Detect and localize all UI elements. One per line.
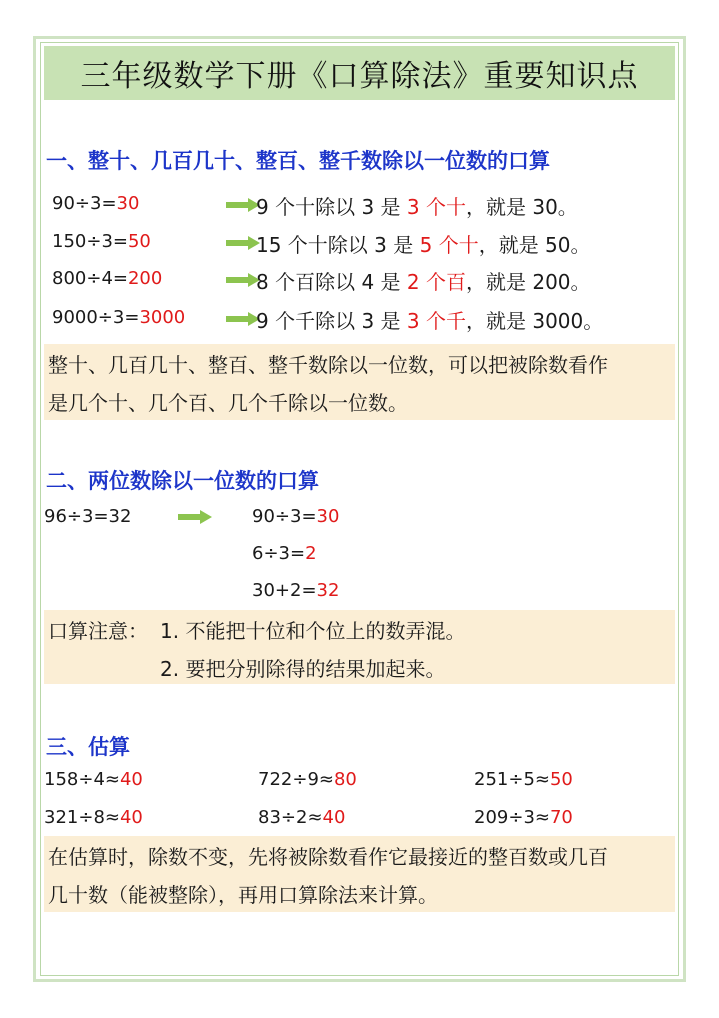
estimate-item <box>474 807 573 828</box>
section2-heading: 二、两位数除以一位数的口算 <box>46 469 319 493</box>
row-expression: 90÷3= <box>52 193 117 214</box>
section3-heading: 三、估算 <box>46 735 130 759</box>
note-label: 口算注意： <box>48 619 148 643</box>
page-title: 三年级数学下册《口算除法》重要知识点 <box>44 46 675 100</box>
section1-summary-note <box>44 344 675 420</box>
note-item: 1. 不能把十位和个位上的数弄混。 <box>160 619 466 643</box>
row-unit-result: 5 个十 <box>419 233 479 257</box>
step-answer: 30 <box>316 506 340 527</box>
estimate-expression: 209÷3≈ <box>474 807 550 828</box>
arrow-right-icon <box>178 510 212 524</box>
estimate-answer: 40 <box>119 769 143 790</box>
row-explanation-end: ，就是 30。 <box>465 195 578 219</box>
row-explanation-end: ，就是 200。 <box>465 270 591 294</box>
estimate-item <box>258 769 357 790</box>
row-explanation: 9 个千除以 3 是 <box>256 309 407 333</box>
step-answer: 32 <box>316 580 340 601</box>
row-answer: 50 <box>127 231 151 252</box>
note-item: 2. 要把分别除得的结果加起来。 <box>160 657 446 681</box>
arrow-right-icon <box>226 273 260 287</box>
estimate-answer: 40 <box>119 807 143 828</box>
estimate-item <box>258 807 345 828</box>
row-unit-result: 2 个百 <box>406 270 466 294</box>
row-unit-result: 3 个千 <box>406 309 466 333</box>
note-line: 几十数（能被整除），再用口算除法来计算。 <box>48 883 438 907</box>
section3-summary-note <box>44 836 675 912</box>
step-expression: 30+2= <box>252 580 317 601</box>
estimate-answer: 80 <box>333 769 357 790</box>
row-answer: 30 <box>116 193 140 214</box>
estimate-expression: 83÷2≈ <box>258 807 323 828</box>
estimate-expression: 321÷8≈ <box>44 807 120 828</box>
row-explanation-end: ，就是 50。 <box>478 233 591 257</box>
row-explanation: 8 个百除以 4 是 <box>256 270 407 294</box>
step-expression: 90÷3= <box>252 506 317 527</box>
section2-step <box>252 543 317 564</box>
estimate-item <box>474 769 573 790</box>
section2-step <box>252 506 339 527</box>
note-line: 在估算时，除数不变，先将被除数看作它最接近的整百数或几百 <box>48 845 608 869</box>
section1-heading: 一、整十、几百几十、整百、整千数除以一位数的口算 <box>46 149 550 173</box>
estimate-answer: 50 <box>549 769 573 790</box>
step-answer: 2 <box>305 543 317 564</box>
row-explanation-end: ，就是 3000。 <box>465 309 604 333</box>
row-expression: 150÷3= <box>52 231 128 252</box>
step-expression: 6÷3= <box>252 543 306 564</box>
row-answer: 200 <box>127 268 163 289</box>
note-line: 是几个十、几个百、几个千除以一位数。 <box>48 391 408 415</box>
section2-step <box>252 580 339 601</box>
row-expression: 800÷4= <box>52 268 128 289</box>
section2-problem: 96÷3=32 <box>44 506 132 527</box>
estimate-expression: 158÷4≈ <box>44 769 120 790</box>
note-line: 整十、几百几十、整百、整千数除以一位数，可以把被除数看作 <box>48 353 608 377</box>
estimate-item <box>44 769 143 790</box>
section2-attention-note <box>44 610 675 684</box>
row-explanation: 9 个十除以 3 是 <box>256 195 407 219</box>
estimate-item <box>44 807 143 828</box>
arrow-right-icon <box>226 198 260 212</box>
row-answer: 3000 <box>139 307 186 328</box>
estimate-answer: 70 <box>549 807 573 828</box>
estimate-expression: 251÷5≈ <box>474 769 550 790</box>
row-unit-result: 3 个十 <box>406 195 466 219</box>
estimate-expression: 722÷9≈ <box>258 769 334 790</box>
arrow-right-icon <box>226 312 260 326</box>
arrow-right-icon <box>226 236 260 250</box>
estimate-answer: 40 <box>322 807 346 828</box>
row-expression: 9000÷3= <box>52 307 140 328</box>
row-explanation: 15 个十除以 3 是 <box>256 233 420 257</box>
